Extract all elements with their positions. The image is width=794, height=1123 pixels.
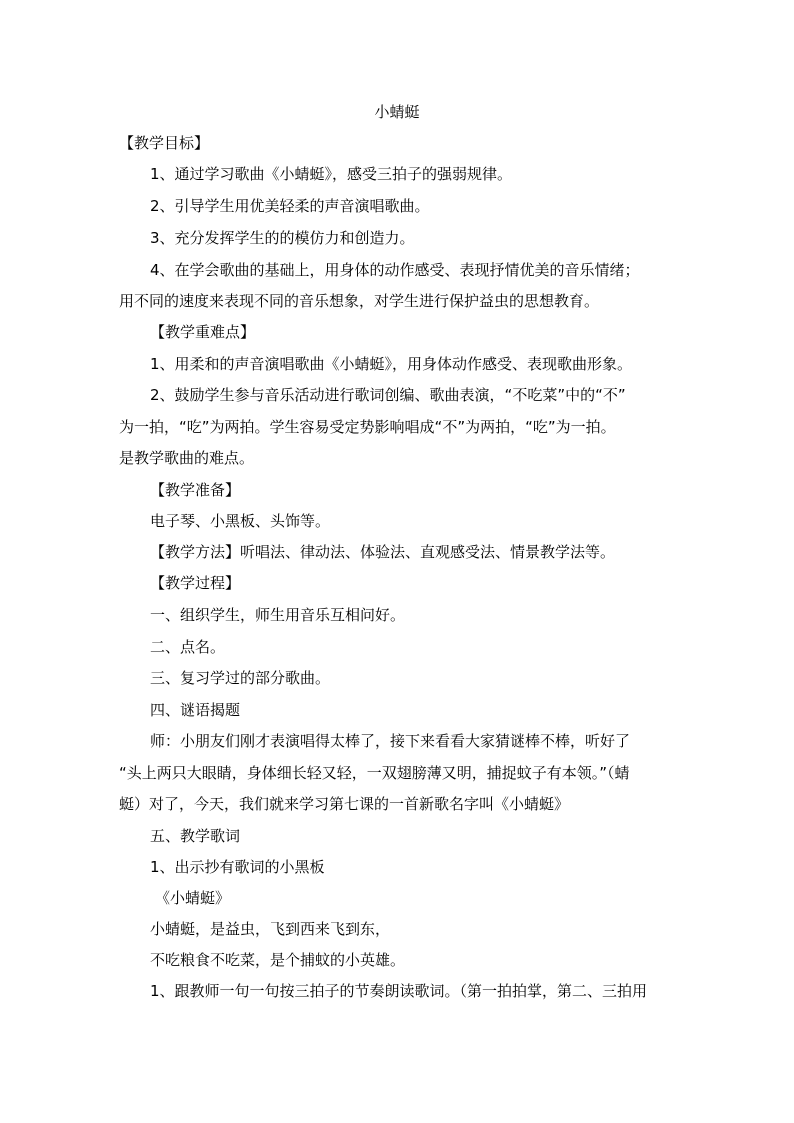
process-step-4: 四、谜语揭题 (150, 701, 241, 719)
riddle-line-1: 师：小朋友们刚才表演唱得太棒了，接下来看看大家猜谜棒不棒，听好了 (150, 732, 631, 750)
goal-item-3: 3、充分发挥学生的的模仿力和创造力。 (150, 229, 415, 247)
difficulty-item-1: 1、用柔和的声音演唱歌曲《小蜻蜓》，用身体动作感受、表现歌曲形象。 (150, 355, 633, 373)
teaching-methods-text: 【教学方法】听唱法、律动法、体验法、直观感受法、情景教学法等。 (150, 543, 616, 561)
lyrics-step-1: 1、出示抄有歌词的小黑板 (150, 858, 325, 876)
difficulty-item-2-line-3: 是教学歌曲的难点。 (119, 449, 255, 467)
lyrics-line-1: 小蜻蜓，是益虫，飞到西来飞到东， (150, 920, 391, 938)
preparation-text: 电子琴、小黑板、头饰等。 (150, 512, 331, 530)
process-step-2: 二、点名。 (150, 638, 226, 656)
difficulty-item-2-line-2: 为一拍，“吃”为两拍。学生容易受定势影响唱成“不”为两拍，“吃”为一拍。 (119, 418, 616, 436)
heading-teaching-process: 【教学过程】 (150, 574, 241, 592)
process-step-1: 一、组织学生，师生用音乐互相问好。 (150, 606, 406, 624)
riddle-line-2: “头上两只大眼睛，身体细长轻又轻，一双翅膀薄又明，捕捉蚊子有本领。”（蜻 (119, 764, 630, 782)
lyrics-title: 《小蜻蜓》 (155, 889, 231, 907)
heading-teaching-goals: 【教学目标】 (119, 134, 210, 152)
goal-item-4-line-1: 4、在学会歌曲的基础上，用身体的动作感受、表现抒情优美的音乐情绪； (150, 261, 640, 279)
document-title: 小蜻蜓 (374, 103, 420, 121)
heading-key-difficulties: 【教学重难点】 (150, 323, 256, 341)
process-step-5: 五、教学歌词 (150, 827, 241, 845)
reading-instruction: 1、跟教师一句一句按三拍子的节奏朗读歌词。（第一拍拍掌，第二、三拍用 (150, 982, 648, 1000)
goal-item-1: 1、通过学习歌曲《小蜻蜓》，感受三拍子的强弱规律。 (150, 165, 513, 183)
process-step-3: 三、复习学过的部分歌曲。 (150, 669, 331, 687)
goal-item-2: 2、引导学生用优美轻柔的声音演唱歌曲。 (150, 197, 430, 215)
heading-teaching-preparation: 【教学准备】 (150, 481, 241, 499)
difficulty-item-2-line-1: 2、鼓励学生参与音乐活动进行歌词创编、歌曲表演，“不吃菜”中的“不” (150, 386, 626, 404)
goal-item-4-line-2: 用不同的速度来表现不同的音乐想象，对学生进行保护益虫的思想教育。 (119, 292, 600, 310)
riddle-line-3: 蜓）对了，今天，我们就来学习第七课的一首新歌名字叫《小蜻蜓》 (119, 795, 570, 813)
lyrics-line-2: 不吃粮食不吃菜，是个捕蚊的小英雄。 (150, 951, 406, 969)
